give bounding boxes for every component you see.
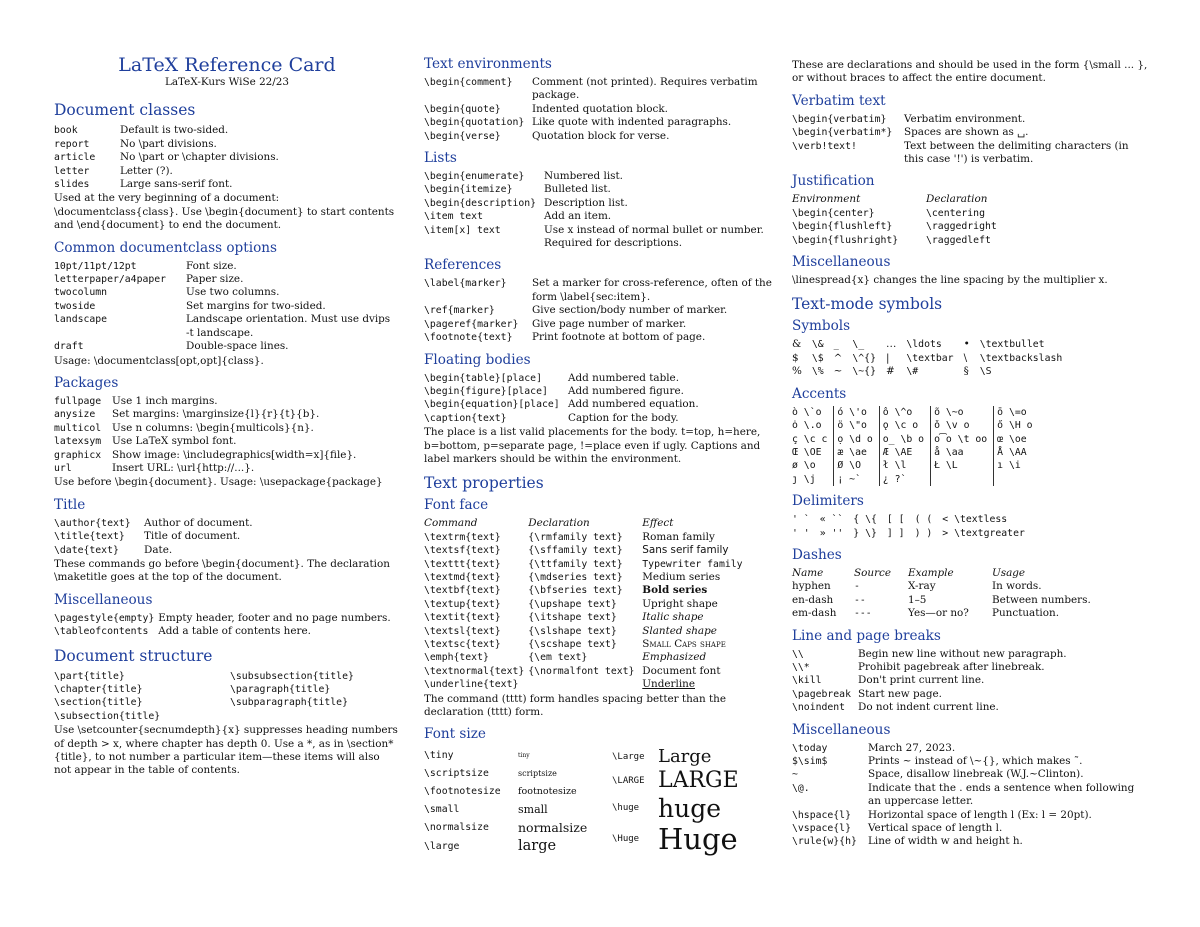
floating-note: The place is a list valid placements for the body. t=top, h=here, b=bottom, p=separate page, !=place even if ugly. Captions and label markers should be within the environment.	[424, 426, 761, 465]
column-3	[792, 54, 1148, 849]
table-row: ȷ \j ¡ ~` ¿ ?`	[792, 473, 1039, 486]
table-row: $ \$ ^ \^{} | \textbar \ \textbackslash	[792, 351, 1063, 364]
table-row: landscape Landscape orientation. Must use dvips -t landscape.	[54, 313, 391, 339]
table-row: \emph{text} {\em text} Emphasized	[424, 651, 707, 664]
floating-table	[424, 372, 703, 426]
table-row: \label{marker} Set a marker for cross-reference, often of the form \label{sec:item}.	[424, 277, 772, 303]
breaks-table	[792, 648, 1071, 715]
table-row: \textmd{text} {\mdseries text} Medium series	[424, 570, 721, 583]
table-row: article No \part or \chapter divisions.	[54, 151, 279, 164]
table-row: ȯ \.o ö \"o ǫ \c o ǒ \v o ő \H o	[792, 419, 1039, 432]
title-note: These commands go before \begin{document}. The declaration \maketitle goes at the top of the document.	[54, 557, 390, 584]
table-row: latexsym Use LaTeX symbol font.	[54, 435, 237, 448]
table-row: \section{title} \subparagraph{title}	[54, 697, 348, 709]
verbatim-table	[792, 113, 1148, 167]
table-row: letter Letter (?).	[54, 164, 173, 177]
table-row: report No \part divisions.	[54, 137, 217, 150]
table-row: \\ Begin new line without new paragraph.	[792, 647, 1067, 660]
table-row: hyphen - X-ray In words.	[792, 580, 1042, 593]
table-row: \Huge Huge	[612, 822, 738, 857]
misc2-text: \linespread{x} changes the line spacing by the multiplier x.	[792, 274, 1108, 287]
card-title: LaTeX Reference Card	[118, 54, 336, 76]
table-row: & \& _ \_ … \ldots • \textbullet	[792, 338, 1045, 351]
table-row: \part{title} \subsubsection{title}	[54, 670, 354, 682]
table-row: en-dash -- 1–5 Between numbers.	[792, 593, 1091, 606]
table-row: \texttt{text} {\ttfamily text} Typewriter family	[424, 558, 743, 570]
table-row: \today March 27, 2023.	[792, 741, 956, 754]
delimiters-heading: Delimiters	[792, 493, 864, 510]
text-props-heading: Text properties	[424, 474, 544, 493]
table-row: \begin{figure}[place] Add numbered figure.	[424, 384, 684, 397]
packages-note: Use before \begin{document}. Usage: \usepackage{package}	[54, 476, 383, 489]
table-row: book Default is two-sided.	[54, 124, 229, 137]
table-row: \large large	[424, 837, 557, 854]
table-row: \small small	[424, 803, 548, 817]
table-row: \Large Large	[612, 746, 712, 768]
text-env-table	[424, 76, 779, 143]
table-row: \textsl{text} {\slshape text} Slanted shape	[424, 624, 717, 637]
table-row: \author{text} Author of document.	[54, 516, 253, 529]
table-row: \textsc{text} {\scshape text} Small Caps shape	[424, 638, 726, 650]
text-env-heading: Text environments	[424, 56, 552, 72]
table-row: graphicx Show image: \includegraphics[width=x]{file}.	[54, 448, 357, 461]
symbols-heading: Symbols	[792, 318, 851, 335]
table-row: \vspace{l} Vertical space of length l.	[792, 822, 1003, 835]
table-row: \date{text} Date.	[54, 543, 173, 556]
table-row: \begin{description} Description list.	[424, 196, 628, 209]
lists-table	[424, 170, 779, 250]
options-note: Usage: \documentclass[opt,opt]{class}.	[54, 354, 264, 367]
table-row: \begin{verse} Quotation block for verse.	[424, 129, 670, 142]
table-row: \ref{marker} Give section/body number of marker.	[424, 304, 728, 317]
table-row: \begin{verbatim*} Spaces are shown as ␣.	[792, 126, 1029, 139]
table-row: \textup{text} {\upshape text} Upright shape	[424, 597, 718, 610]
table-row: $\sim$ Prints ~ instead of \~{}, which makes ˜.	[792, 755, 1083, 767]
table-row: \footnote{text} Print footnote at bottom of page.	[424, 331, 706, 344]
font-size-left-table	[424, 746, 612, 855]
table-header-row: Environment Declaration	[792, 193, 988, 206]
table-row: ' ` « `` { \{ [ [ ( ( < \textless	[792, 514, 1008, 526]
accents-heading: Accents	[792, 385, 847, 402]
font-size-block	[424, 746, 779, 855]
justification-heading: Justification	[792, 173, 875, 190]
table-row: draft Double-space lines.	[54, 340, 289, 353]
table-row: \textit{text} {\itshape text} Italic shape	[424, 611, 704, 624]
symbols-table	[792, 338, 1072, 378]
table-row: \pageref{marker} Give page number of marker.	[424, 317, 687, 330]
misc3-table	[792, 742, 1148, 849]
dashes-heading: Dashes	[792, 546, 842, 563]
table-row: \begin{table}[place] Add numbered table.	[424, 371, 680, 384]
misc1-heading: Miscellaneous	[54, 591, 153, 608]
table-row: % \% ~ \~{} # \# § \S	[792, 365, 992, 378]
table-row: \pagebreak Start new page.	[792, 687, 942, 700]
table-row: \huge huge	[612, 794, 722, 824]
references-heading: References	[424, 257, 502, 274]
options-table	[54, 260, 400, 354]
table-row: \underline{text} Underline	[424, 678, 695, 691]
references-table	[424, 277, 779, 344]
table-row: 10pt/11pt/12pt Font size.	[54, 259, 237, 272]
font-size-heading: Font size	[424, 726, 486, 743]
table-row: \verb!text! Text between the delimiting characters (in this case '!') is verbatim.	[792, 139, 1129, 166]
table-row: url Insert URL: \url{http://...}.	[54, 461, 255, 474]
table-row: \item[x] text Use x instead of normal bullet or number. Required for descriptions.	[424, 223, 764, 250]
table-row: anysize Set margins: \marginsize{l}{r}{t}{b}.	[54, 408, 320, 421]
table-row: \begin{enumerate} Numbered list.	[424, 170, 623, 183]
table-row: slides Large sans-serif font.	[54, 178, 233, 191]
table-row: \item text Add an item.	[424, 210, 612, 223]
card-subtitle: LaTeX-Kurs WiSe 22/23	[164, 76, 290, 88]
table-row: ~ Space, disallow linebreak (W.J.~Clinton).	[792, 768, 1084, 781]
font-size-right-table	[612, 746, 745, 855]
table-row: \begin{quotation} Like quote with indented paragraphs.	[424, 116, 732, 129]
table-row: \\* Prohibit pagebreak after linebreak.	[792, 660, 1045, 673]
justification-table	[792, 193, 1001, 247]
structure-heading: Document structure	[54, 646, 213, 665]
table-row: \pagestyle{empty} Empty header, footer and no page numbers.	[54, 611, 391, 624]
table-row: \chapter{title} \paragraph{title}	[54, 684, 331, 695]
table-row: \title{text} Title of document.	[54, 530, 241, 543]
table-row: \hspace{l} Horizontal space of length l (Ex: l = 20pt).	[792, 808, 1092, 821]
declarations-note: These are declarations and should be used in the form {\small ... }, or without braces to affect the entire document.	[792, 59, 1148, 85]
packages-table	[54, 395, 360, 475]
table-row: \subsection{title}	[54, 710, 161, 722]
table-row: letterpaper/a4paper Paper size.	[54, 273, 244, 286]
floating-heading: Floating bodies	[424, 351, 531, 368]
table-row: ø \o Ø \O ł \l Ł \L ı \i	[792, 459, 1039, 472]
table-row: \scriptsize scriptsize	[424, 767, 557, 779]
structure-table	[54, 670, 358, 724]
table-row: \begin{verbatim} Verbatim environment.	[792, 112, 1026, 125]
table-row: ç \c c ọ \d o o̲ \b o o͡o \t oo œ \oe	[792, 433, 1039, 446]
misc2-heading: Miscellaneous	[792, 254, 891, 271]
table-row: \@. Indicate that the . ends a sentence when following an uppercase letter.	[792, 781, 1135, 808]
table-row: \begin{flushleft} \raggedright	[792, 221, 997, 233]
document-classes-table	[54, 124, 283, 191]
table-row: ò \`o ó \'o ô \^o õ \~o ō \=o	[792, 406, 1039, 419]
title-table	[54, 517, 257, 557]
table-row: \begin{flushright} \raggedleft	[792, 234, 991, 246]
structure-note: Use \setcounter{secnumdepth}{x} suppresses heading numbers of depth > x, where chapter has depth 0. Use a *, as in \section*{title}, to not number a particular item—these items will also not appear in the table of contents.	[54, 724, 398, 777]
table-row: fullpage Use 1 inch margins.	[54, 394, 218, 407]
title-heading: Title	[54, 496, 86, 513]
table-row: \begin{comment} Comment (not printed). Requires verbatim package.	[424, 76, 758, 102]
packages-heading: Packages	[54, 374, 119, 391]
table-row: \textbf{text} {\bfseries text} Bold series	[424, 584, 708, 597]
table-row: \normalsize normalsize	[424, 820, 588, 836]
table-row: \textnormal{text} {\normalfont text} Document font	[424, 664, 721, 677]
text-mode-symbols-heading: Text-mode symbols	[792, 295, 943, 314]
table-row: \LARGE LARGE	[612, 768, 739, 794]
table-row: Œ \OE æ \ae Æ \AE å \aa Å \AA	[792, 446, 1039, 459]
table-row: \rule{w}{h} Line of width w and height h.	[792, 835, 1023, 848]
table-row: twocolumn Use two columns.	[54, 286, 280, 299]
table-header-row: Command Declaration Effect	[424, 517, 674, 530]
table-row: \begin{center} \centering	[792, 207, 985, 219]
dashes-table	[792, 567, 1095, 621]
lists-heading: Lists	[424, 150, 457, 167]
document-classes-heading: Document classes	[54, 101, 196, 120]
table-row: \begin{itemize} Bulleted list.	[424, 183, 611, 196]
verbatim-heading: Verbatim text	[792, 92, 886, 109]
document-classes-note: Used at the very beginning of a document: \documentclass{class}. Use \begin{document} to start contents and \end{document} to end the document.	[54, 192, 395, 232]
font-face-heading: Font face	[424, 497, 489, 514]
misc3-heading: Miscellaneous	[792, 721, 891, 738]
table-row: \caption{text} Caption for the body.	[424, 411, 679, 424]
breaks-heading: Line and page breaks	[792, 627, 941, 644]
table-row: \kill Don't print current line.	[792, 674, 985, 687]
options-heading: Common documentclass options	[54, 239, 277, 256]
table-row: \tiny tiny	[424, 749, 530, 761]
column-2	[424, 54, 779, 855]
table-row: \textsf{text} {\sffamily text} Sans serif family	[424, 544, 729, 557]
table-row: ' ' » '' } \} ] ] ) ) > \textgreater	[792, 527, 1025, 539]
table-row: \begin{quote} Indented quotation block.	[424, 102, 668, 115]
table-row: multicol Use n columns: \begin{multicols}{n}.	[54, 421, 314, 434]
column-1	[54, 54, 400, 782]
table-row: \textrm{text} {\rmfamily text} Roman family	[424, 530, 715, 543]
font-face-table	[424, 517, 747, 691]
font-face-note: The command (tttt) form handles spacing better than the declaration (tttt) form.	[424, 692, 726, 719]
table-row: em-dash --- Yes—or no? Punctuation.	[792, 607, 1060, 620]
table-row: twoside Set margins for two-sided.	[54, 299, 326, 312]
table-row: \noindent Do not indent current line.	[792, 701, 999, 714]
accents-table	[792, 406, 1039, 486]
delimiters-table	[792, 513, 1035, 540]
table-row: \footnotesize footnotesize	[424, 786, 577, 798]
table-row: \tableofcontents Add a table of contents here.	[54, 625, 311, 638]
table-header-row: Name Source Example Usage	[792, 566, 1026, 579]
misc1-table	[54, 612, 395, 639]
table-row: \begin{equation}[place] Add numbered equation.	[424, 398, 699, 411]
